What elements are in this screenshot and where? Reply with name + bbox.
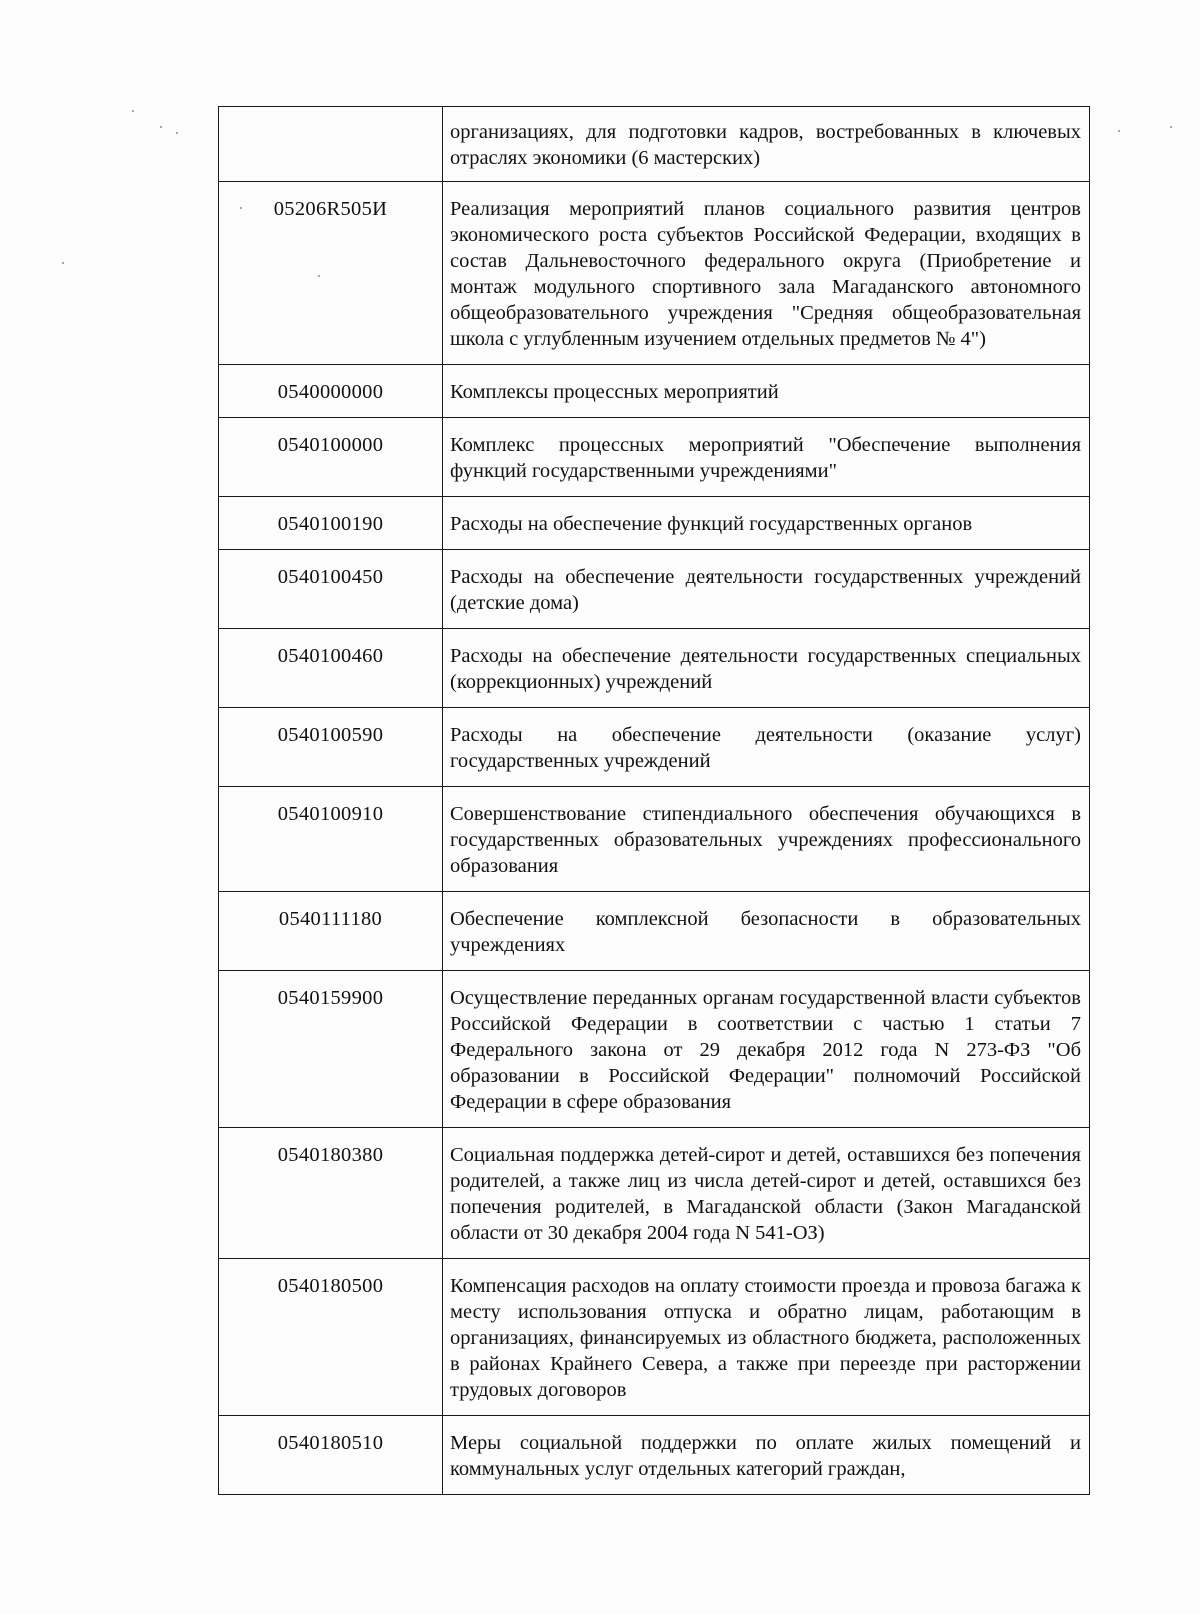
budget-classification-table — [218, 106, 1090, 1495]
table-row — [219, 1416, 1090, 1495]
code-cell: 0540111180 — [219, 892, 443, 971]
scan-speck — [160, 126, 162, 128]
table-row — [219, 365, 1090, 418]
code-cell: 0540100190 — [219, 497, 443, 550]
code-cell: 0540000000 — [219, 365, 443, 418]
code-cell: 0540100450 — [219, 550, 443, 629]
description-cell: Осуществление переданных органам государственной власти субъектов Российской Федерации в соответствии с частью 1 статьи 7 Федерального закона от 29 декабря 2012 года N 273-ФЗ "Об образовании в Российской Федерации" полномочий Российской Федерации в сфере образования — [443, 971, 1090, 1128]
description-cell: Расходы на обеспечение деятельности государственных учреждений (детские дома) — [443, 550, 1090, 629]
description-cell: Расходы на обеспечение деятельности (оказание услуг) государственных учреждений — [443, 708, 1090, 787]
table-row — [219, 550, 1090, 629]
description-cell: Комплексы процессных мероприятий — [443, 365, 1090, 418]
code-cell: 0540100460 — [219, 629, 443, 708]
scan-speck — [132, 110, 134, 112]
table-row — [219, 418, 1090, 497]
description-cell: Комплекс процессных мероприятий "Обеспечение выполнения функций государственными учреждениями" — [443, 418, 1090, 497]
table-row — [219, 497, 1090, 550]
code-cell: 0540180500 — [219, 1259, 443, 1416]
description-cell: организациях, для подготовки кадров, востребованных в ключевых отраслях экономики (6 мастерских) — [443, 107, 1090, 182]
table-row — [219, 107, 1090, 182]
description-cell: Реализация мероприятий планов социального развития центров экономического роста субъектов Российской Федерации, входящих в состав Дальневосточного федерального округа (Приобретение и монтаж модульного спортивного зала Магаданского автономного общеобразовательного учреждения "Средняя общеобразовательная школа с углубленным изучением отдельных предметов № 4") — [443, 182, 1090, 365]
description-cell: Обеспечение комплексной безопасности в образовательных учреждениях — [443, 892, 1090, 971]
description-cell: Расходы на обеспечение функций государственных органов — [443, 497, 1090, 550]
code-cell: 0540159900 — [219, 971, 443, 1128]
table-row — [219, 182, 1090, 365]
description-cell: Расходы на обеспечение деятельности государственных специальных (коррекционных) учреждений — [443, 629, 1090, 708]
table-row — [219, 971, 1090, 1128]
table-row — [219, 629, 1090, 708]
code-cell — [219, 107, 443, 182]
table-row — [219, 787, 1090, 892]
description-cell: Меры социальной поддержки по оплате жилых помещений и коммунальных услуг отдельных категорий граждан, — [443, 1416, 1090, 1495]
code-cell: 0540100910 — [219, 787, 443, 892]
code-cell: 05206R505И — [219, 182, 443, 365]
table-row — [219, 1259, 1090, 1416]
table-row — [219, 1128, 1090, 1259]
scan-speck — [1118, 130, 1120, 132]
scan-speck — [176, 132, 178, 134]
table-row — [219, 892, 1090, 971]
scan-speck — [1170, 126, 1172, 128]
code-cell: 0540100000 — [219, 418, 443, 497]
scan-speck — [62, 262, 64, 264]
code-cell: 0540100590 — [219, 708, 443, 787]
description-cell: Социальная поддержка детей-сирот и детей, оставшихся без попечения родителей, а также лиц из числа детей-сирот и детей, оставшихся без попечения родителей, в Магаданской области (Закон Магаданской области от 30 декабря 2004 года N 541-ОЗ) — [443, 1128, 1090, 1259]
table-row — [219, 708, 1090, 787]
description-cell: Совершенствование стипендиального обеспечения обучающихся в государственных образовательных учреждениях профессионального образования — [443, 787, 1090, 892]
code-cell: 0540180380 — [219, 1128, 443, 1259]
description-cell: Компенсация расходов на оплату стоимости проезда и провоза багажа к месту использования отпуска и обратно лицам, работающим в организациях, финансируемых из областного бюджета, расположенных в районах Крайнего Севера, а также при переезде при расторжении трудовых договоров — [443, 1259, 1090, 1416]
code-cell: 0540180510 — [219, 1416, 443, 1495]
